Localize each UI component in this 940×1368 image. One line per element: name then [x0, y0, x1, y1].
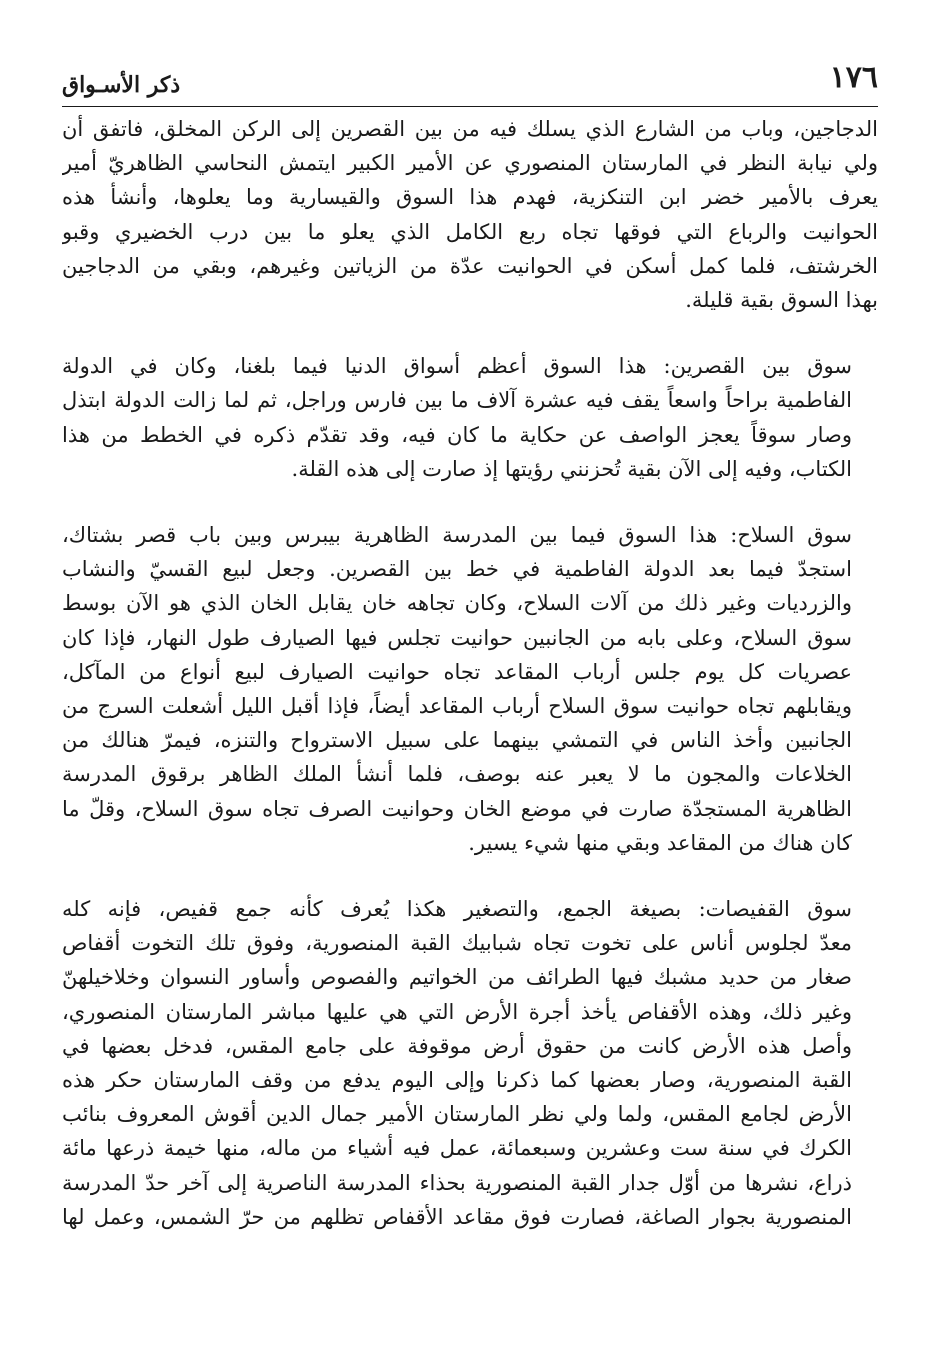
text-line: وأصل هذه الأرض كانت من حقوق أرض موقوفة على جامع المقس، فدخل بعضها في — [62, 1033, 852, 1058]
text-line: الأرض لجامع المقس، ولما ولي نظر المارستان الأمير جمال الدين أقوش المعروف بنائب — [62, 1102, 852, 1127]
text-line: القبة المنصورية، وصار بعضها كما ذكرنا وإلى اليوم يدفع من وقف المارستان حكر هذه — [62, 1068, 852, 1093]
text-line: يعرف بالأمير خضر ابن التنكزية، فهدم هذا السوق والقيسارية وما يعلوها، وأنشأ هذه — [62, 185, 878, 210]
text-line: سوق السلاح: هذا السوق فيما بين المدرسة الظاهرية بيبرس وبين باب قصر بشتاك، — [62, 523, 852, 548]
text-line: الخرشتف، فلما كمل أسكن في الحوانيت عدّة من الزياتين وغيرهم، وبقي من الدجاجين — [62, 253, 878, 278]
text-line: عصريات كل يوم جلس أرباب المقاعد تجاه حوانيت الصيارف لبيع أنواع من المآكل، — [62, 659, 852, 684]
text-line: الفاطمية براحاً واسعاً يقف فيه عشرة آلاف ما بين فارس وراجل، ثم لما زالت الدولة ابتذل — [62, 388, 852, 413]
text-line: وغير ذلك، وهذه الأقفاص يأخذ أجرة الأرض التي هي عليها مباشر المارستان المنصوري، — [62, 999, 852, 1024]
text-line: وصار سوقاً يعجز الواصف عن حكاية ما كان فيه، وقد تقدّم ذكره في الخطط من هذا — [62, 422, 852, 447]
text-line: سوق السلاح، وعلى بابه من الجانبين حوانيت تجلس فيها الصيارف طول النهار، فإذا كان — [62, 625, 852, 650]
body-text — [62, 112, 878, 1352]
page-header — [62, 58, 878, 107]
text-line: الحوانيت والرباع التي فوقها تجاه ربع الكامل الذي يعلو ما بين درب الخضيري وقبو — [62, 219, 878, 244]
text-line: الدجاجين، وباب من الشارع الذي يسلك فيه من بين القصرين إلى الركن المخلق، فاتفق أن — [62, 117, 878, 141]
text-line: والزرديات وغير ذلك من آلات السلاح، وكان تجاهه خان يقابل الخان الذي هو الآن بوسط — [62, 591, 852, 616]
page-number: ١٧٦ — [829, 60, 878, 95]
text-line: ولي نيابة النظر في المارستان المنصوري عن الأمير الكبير ايتمش النحاسي الظاهريّ أمير — [62, 151, 878, 176]
text-line: سوق القفيصات: بصيغة الجمع، والتصغير هكذا يُعرف كأنه جمع قفيص، فإنه كله — [62, 897, 852, 922]
text-line: الخلاعات والمجون ما لا يعبر عنه بوصف، فلما أنشأ الملك الظاهر برقوق المدرسة — [62, 762, 852, 787]
text-line: الجانبين وأخذ الناس في التمشي بينهما على سبيل الاسترواح والتنزه، فيمرّ هنالك من — [62, 728, 852, 753]
paragraph-dajajin-continued — [62, 112, 878, 317]
text-line: الظاهرية المستجدّة صارت في موضع الخان وحوانيت الصرف تجاه سوق السلاح، وقلّ ما — [62, 796, 852, 821]
text-line: استجدّ فيما بعد الدولة الفاطمية في خط بين القصرين. وجعل لبيع القسيّ والنشاب — [62, 557, 852, 582]
paragraph-suq-al-qufaysat — [62, 892, 878, 1234]
text-line: سوق بين القصرين: هذا السوق أعظم أسواق الدنيا فيما بلغنا، وكان في الدولة — [62, 354, 852, 379]
text-line: ذراع، نشرها من أوّل جدار القبة المنصورية بحذاء المدرسة الناصرية إلى آخر حدّ المدرسة — [62, 1170, 852, 1195]
text-line: صغار من حديد مشبك فيها الطرائف من الخواتيم والفصوص وأساور النسوان وخلاخيلهنّ — [62, 965, 852, 990]
text-line: الكرك في سنة ست وعشرين وسبعمائة، عمل فيه أشياء من ماله، منها خيمة ذرعها مائة — [62, 1136, 852, 1161]
text-line: كان هناك من المقاعد وبقي منها شيء يسير. — [468, 830, 852, 855]
text-line: الكتاب، وفيه إلى الآن بقية تُحزنني رؤيتها إذ صارت إلى هذه القلة. — [291, 456, 852, 481]
text-line: معدّ لجلوس أناس على تخوت تجاه شبابيك القبة المنصورية، وفوق تلك التخوت أقفاص — [62, 931, 852, 956]
text-line: ويقابلهم تجاه حوانيت سوق السلاح أرباب المقاعد أيضاً، فإذا أقبل الليل أشعلت السرج من — [62, 694, 852, 719]
running-title: ذكر الأسـواق — [62, 72, 181, 98]
paragraph-suq-al-silah — [62, 518, 878, 860]
paragraph-suq-bayn-al-qasrayn — [62, 349, 878, 486]
text-line: المنصورية بجوار الصاغة، فصارت فوق مقاعد الأقفاص تظلهم من حرّ الشمس، وعمل لها — [62, 1204, 852, 1229]
text-line: بهذا السوق بقية قليلة. — [685, 288, 878, 313]
